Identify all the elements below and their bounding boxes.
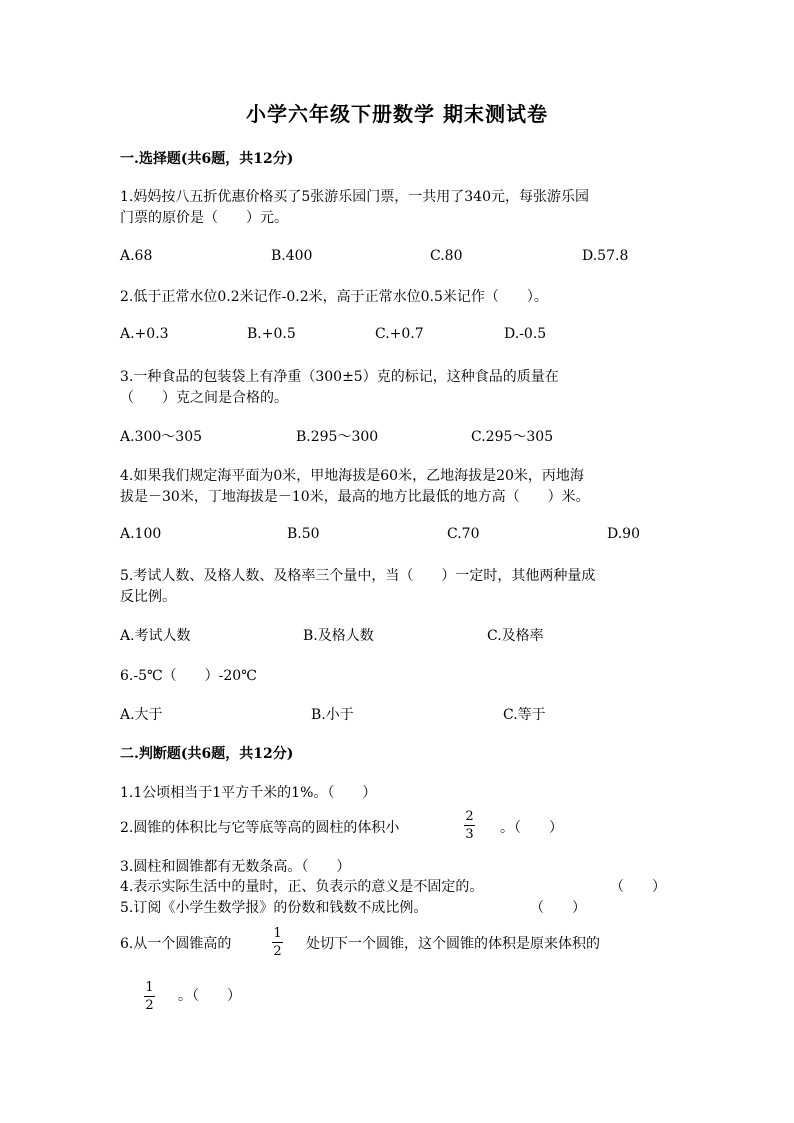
question-1-option-a: A.68 [120,248,153,264]
question-1-line-1: 1.妈妈按八五折优惠价格买了5张游乐园门票，一共用了340元，每张游乐园 [120,189,589,205]
judgement-2-text: 2.圆锥的体积比与它等底等高的圆柱的体积小 [120,820,400,836]
question-2-option-c: C.+0.7 [375,326,424,342]
question-3-option-b: B.295～300 [296,429,379,445]
question-3-option-c: C.295～305 [471,429,554,445]
judgement-6-fraction-2 [144,980,155,1013]
question-2-option-b: B.+0.5 [247,326,296,342]
fraction-bar [272,942,283,943]
question-1-option-d: D.57.8 [582,248,629,264]
fraction-numerator: 1 [273,926,282,941]
question-5-option-b: B.及格人数 [303,628,374,644]
question-6-option-c: C.等于 [503,707,546,723]
question-4-option-a: A.100 [120,526,162,542]
question-1-option-b: B.400 [271,248,313,264]
section-heading-judgement: 二.判断题(共6题，共12分) [120,746,294,762]
fraction-numerator: 1 [145,980,154,995]
judgement-6-text: 6.从一个圆锥高的 [120,936,232,952]
fraction-denominator: 3 [465,827,474,842]
question-4-line-1: 4.如果我们规定海平面为0米，甲地海拔是60米，乙地海拔是20米，丙地海 [120,468,584,484]
page-title: 小学六年级下册数学 期末测试卷 [246,102,548,126]
fraction-denominator: 2 [145,998,154,1013]
question-5-option-a: A.考试人数 [120,628,191,644]
question-4-option-d: D.90 [607,526,640,542]
fraction-bar [464,825,475,826]
judgement-1: 1.1公顷相当于1平方千米的1%。（ ） [120,785,377,801]
judgement-6-fraction-1 [272,926,283,959]
question-1-option-c: C.80 [430,248,463,264]
question-5-option-c: C.及格率 [487,628,544,644]
judgement-5-paren: （ ） [530,900,586,916]
question-3-option-a: A.300～305 [120,429,203,445]
question-4-line-2: 拔是－30米，丁地海拔是－10米，最高的地方比最低的地方高（ ）米。 [120,489,590,505]
question-5-line-1: 5.考试人数、及格人数、及格率三个量中，当（ ）一定时，其他两种量成 [120,568,596,584]
question-2-option-d: D.-0.5 [504,326,547,342]
fraction-numerator: 2 [465,809,474,824]
fraction-denominator: 2 [273,944,282,959]
question-4-option-c: C.70 [447,526,480,542]
judgement-6-end: 。（ ） [178,988,241,1004]
question-2-option-a: A.+0.3 [120,326,169,342]
question-6-line-1: 6.-5℃（ ）-20℃ [120,668,257,684]
question-6-option-a: A.大于 [120,707,163,723]
fraction-bar [144,996,155,997]
judgement-2-end: 。（ ） [500,820,563,836]
question-1-line-2: 门票的原价是（ ）元。 [120,210,288,226]
section-heading-choice: 一.选择题(共6题，共12分) [120,151,294,167]
question-3-line-1: 3.一种食品的包装袋上有净重（300±5）克的标记，这种食品的质量在 [120,369,559,385]
judgement-3: 3.圆柱和圆锥都有无数条高。（ ） [120,859,351,875]
question-5-line-2: 反比例。 [120,589,176,605]
question-4-option-b: B.50 [287,526,320,542]
question-6-option-b: B.小于 [311,707,354,723]
judgement-2-fraction [464,809,475,842]
judgement-4-paren: （ ） [610,879,666,895]
judgement-6-text-cont: 处切下一个圆锥，这个圆锥的体积是原来体积的 [306,936,600,952]
question-3-line-2: （ ）克之间是合格的。 [120,390,288,406]
judgement-5-text: 5.订阅《小学生数学报》的份数和钱数不成比例。 [120,900,428,916]
judgement-4-text: 4.表示实际生活中的量时，正、负表示的意义是不固定的。 [120,879,484,895]
question-2-line-1: 2.低于正常水位0.2米记作-0.2米，高于正常水位0.5米记作（ ）。 [120,289,548,305]
